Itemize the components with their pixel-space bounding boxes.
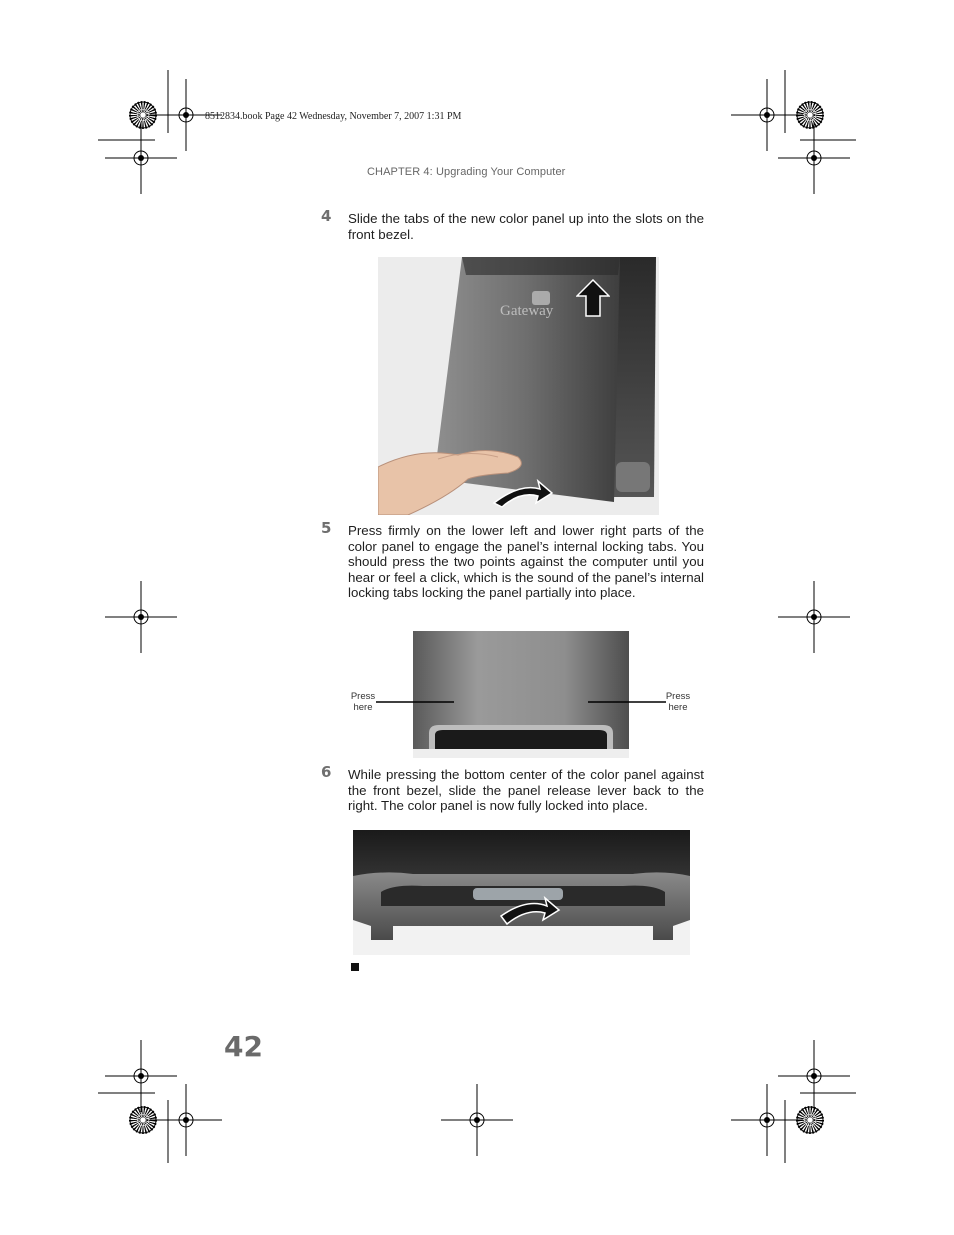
curved-arrow-icon bbox=[490, 477, 554, 509]
print-slug: 8512834.book Page 42 Wednesday, November 7, 2007 1:31 PM bbox=[205, 111, 462, 122]
step-number-4: 4 bbox=[321, 207, 332, 225]
running-head: CHAPTER 4: Upgrading Your Computer bbox=[367, 166, 566, 178]
step-number-6: 6 bbox=[321, 763, 332, 781]
page-number: 42 bbox=[224, 1030, 263, 1063]
curved-arrow-icon bbox=[497, 894, 561, 926]
step-number-5: 5 bbox=[321, 519, 332, 537]
callout-lines bbox=[376, 700, 666, 704]
figure-release-lever bbox=[353, 830, 690, 955]
figure-press-points bbox=[413, 631, 629, 758]
step-text-4: Slide the tabs of the new color panel up into the slots on the front bezel. bbox=[348, 211, 704, 242]
step-text-6: While pressing the bottom center of the color panel against the front bezel, slide the panel release lever back to the right. The color panel is now fully locked into place. bbox=[348, 767, 704, 814]
end-of-section-mark bbox=[351, 963, 359, 971]
up-arrow-icon bbox=[576, 279, 610, 317]
callout-press-here-right: Press here bbox=[665, 691, 691, 713]
callout-press-here-left: Press here bbox=[350, 691, 376, 713]
gateway-logo-text: Gateway bbox=[500, 303, 554, 319]
step-text-5: Press firmly on the lower left and lower right parts of the color panel to engage the panel’s internal locking tabs. You should press the two points against the computer until you hear or feel a click, which is the sound of the panel’s internal locking tabs locking the panel partially into place. bbox=[348, 523, 704, 601]
figure-panel-slide-up bbox=[378, 257, 659, 515]
